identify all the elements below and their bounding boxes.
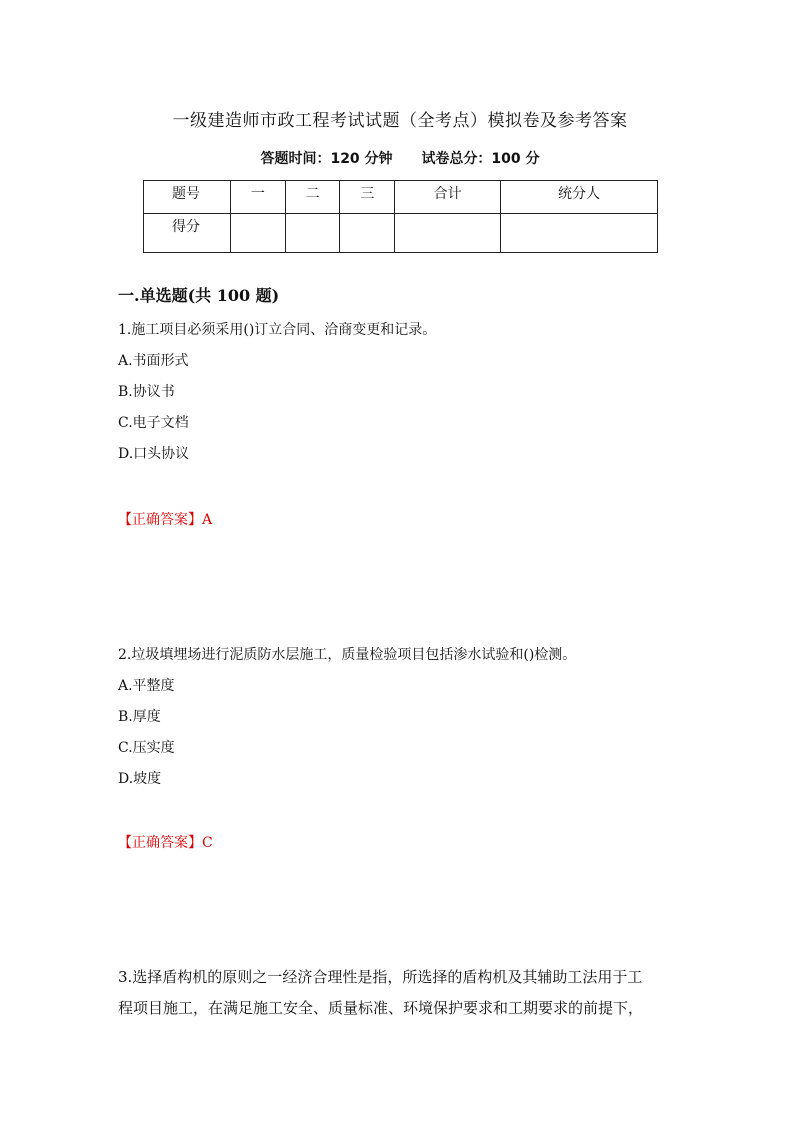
page-title: 一级建造师市政工程考试试题（全考点）模拟卷及参考答案 <box>172 111 628 131</box>
score-table-score-row <box>144 214 658 253</box>
score-header-cell: 三 <box>340 181 395 214</box>
option-a: A.书面形式 <box>118 353 189 369</box>
question-2 <box>118 640 576 795</box>
score-row-label: 得分 <box>144 214 231 253</box>
score-header-cell: 题号 <box>144 181 231 214</box>
score-cell <box>285 214 340 253</box>
score-cell <box>231 214 286 253</box>
question-stem-line: 3.选择盾构机的原则之一经济合理性是指，所选择的盾构机及其辅助工法用于工 <box>118 968 643 986</box>
score-header-cell: 统分人 <box>501 181 658 214</box>
score-header-cell: 二 <box>285 181 340 214</box>
question-3 <box>118 962 688 1024</box>
question-stem-line: 程项目施工，在满足施工安全、质量标准、环境保护要求和工期要求的前提下， <box>118 999 644 1017</box>
score-cell <box>501 214 658 253</box>
score-cell <box>340 214 395 253</box>
score-table-header-row <box>144 181 658 214</box>
exam-meta <box>0 148 800 168</box>
question-stem: 1.施工项目必须采用()订立合同、洽商变更和记录。 <box>118 322 437 338</box>
option-d: D.坡度 <box>118 771 162 787</box>
option-c: C.压实度 <box>118 740 175 756</box>
answer-2: 【正确答案】C <box>118 835 213 851</box>
score-header-cell: 合计 <box>395 181 501 214</box>
exam-total-score: 试卷总分：100 分 <box>421 151 540 167</box>
option-d: D.口头协议 <box>118 446 190 462</box>
answer-1: 【正确答案】A <box>118 512 213 528</box>
score-table <box>143 180 658 253</box>
score-header-cell: 一 <box>231 181 286 214</box>
exam-time: 答题时间：120 分钟 <box>260 151 393 167</box>
score-cell <box>395 214 501 253</box>
question-1 <box>118 315 436 470</box>
option-a: A.平整度 <box>118 678 175 694</box>
option-b: B.协议书 <box>118 384 175 400</box>
question-stem: 2.垃圾填埋场进行泥质防水层施工，质量检验项目包括渗水试验和()检测。 <box>118 647 577 663</box>
option-b: B.厚度 <box>118 709 161 725</box>
section-title: 一.单选题(共 100 题) <box>118 286 280 305</box>
option-c: C.电子文档 <box>118 415 189 431</box>
